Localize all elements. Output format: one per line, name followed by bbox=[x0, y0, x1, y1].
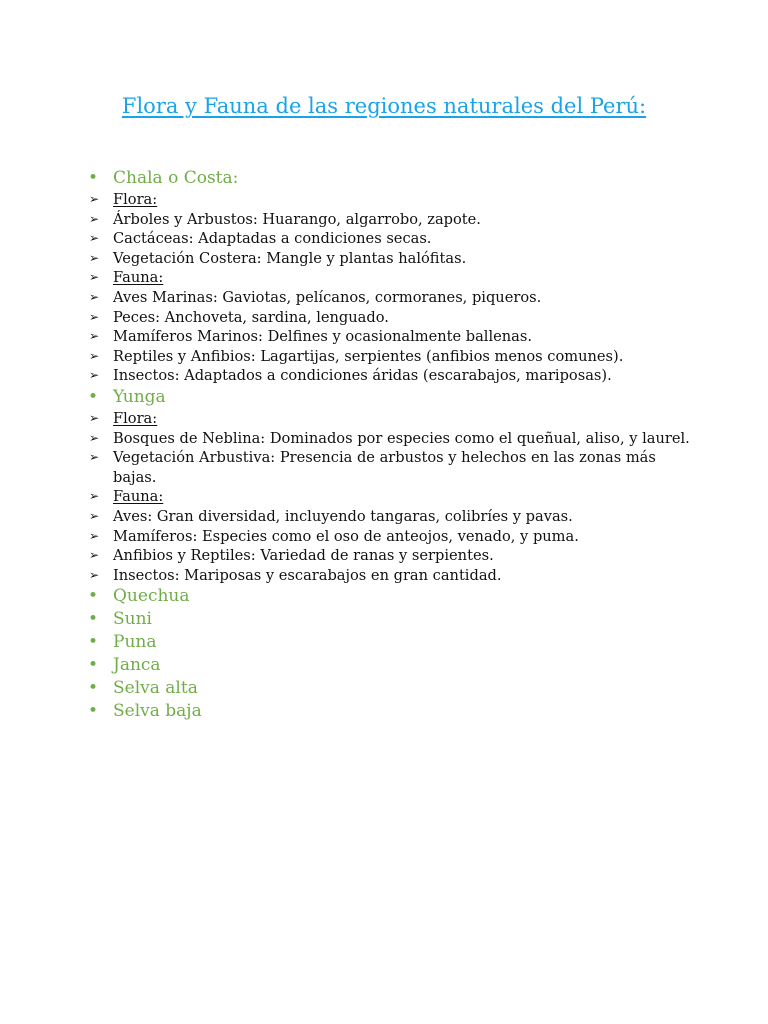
arrowhead-icon: ➢ bbox=[89, 289, 100, 304]
list-item-text: Bosques de Neblina: Dominados por especies como el queñual, aliso, y laurel. bbox=[113, 429, 690, 447]
region-name: Selva alta bbox=[113, 678, 198, 699]
page-title: Flora y Fauna de las regiones naturales del Perú: bbox=[121, 94, 647, 118]
list-item bbox=[86, 249, 696, 269]
region-heading bbox=[86, 585, 696, 608]
list-item-text: Vegetación Arbustiva: Presencia de arbustos y helechos en las zonas más bajas. bbox=[113, 449, 656, 486]
region-list bbox=[86, 167, 696, 723]
list-item bbox=[86, 327, 696, 347]
region-heading bbox=[86, 654, 696, 677]
arrowhead-icon: ➢ bbox=[89, 430, 100, 445]
bullet-icon: • bbox=[88, 386, 99, 407]
list-item bbox=[86, 527, 696, 547]
bullet-icon: • bbox=[88, 609, 99, 630]
list-item-text: Aves Marinas: Gaviotas, pelícanos, cormoranes, piqueros. bbox=[113, 288, 542, 306]
arrowhead-icon: ➢ bbox=[89, 410, 100, 425]
arrowhead-icon: ➢ bbox=[89, 211, 100, 226]
arrowhead-icon: ➢ bbox=[89, 329, 100, 344]
region-heading bbox=[86, 631, 696, 654]
list-item bbox=[86, 229, 696, 249]
bullet-icon: • bbox=[88, 586, 99, 607]
list-item-text: Árboles y Arbustos: Huarango, algarrobo, zapote. bbox=[113, 210, 481, 228]
list-item bbox=[86, 546, 696, 566]
bullet-icon: • bbox=[88, 632, 99, 653]
region-details bbox=[86, 190, 696, 386]
section-subheading bbox=[86, 409, 696, 429]
list-item bbox=[86, 448, 696, 487]
list-item-text: Flora: bbox=[113, 191, 158, 208]
list-item-text: Vegetación Costera: Mangle y plantas halófitas. bbox=[113, 249, 467, 267]
list-item-text: Reptiles y Anfibios: Lagartijas, serpientes (anfibios menos comunes). bbox=[113, 347, 624, 365]
bullet-icon: • bbox=[88, 701, 99, 722]
region-name: Suni bbox=[113, 609, 152, 630]
arrowhead-icon: ➢ bbox=[89, 192, 100, 206]
list-item bbox=[86, 288, 696, 308]
arrowhead-icon: ➢ bbox=[89, 309, 100, 324]
region-heading bbox=[86, 677, 696, 700]
detail-list bbox=[86, 409, 696, 585]
bullet-icon: • bbox=[88, 678, 99, 699]
region-heading bbox=[86, 167, 696, 190]
list-item bbox=[86, 347, 696, 367]
list-item bbox=[86, 429, 696, 449]
list-item-text: Fauna: bbox=[113, 269, 164, 287]
list-item-text: Insectos: Adaptados a condiciones áridas (escarabajos, mariposas). bbox=[113, 367, 612, 385]
list-item-text: Peces: Anchoveta, sardina, lenguado. bbox=[113, 308, 389, 326]
list-item-text: Mamíferos Marinos: Delfines y ocasionalmente ballenas. bbox=[113, 328, 533, 346]
list-item bbox=[86, 210, 696, 230]
list-item-text: Fauna: bbox=[113, 488, 164, 506]
arrowhead-icon: ➢ bbox=[89, 450, 100, 465]
list-item bbox=[86, 566, 696, 586]
section-subheading bbox=[86, 190, 696, 210]
arrowhead-icon: ➢ bbox=[89, 348, 100, 363]
list-item bbox=[86, 366, 696, 386]
list-item-text: Flora: bbox=[113, 409, 158, 427]
arrowhead-icon: ➢ bbox=[89, 270, 100, 285]
arrowhead-icon: ➢ bbox=[89, 368, 100, 383]
section-subheading bbox=[86, 487, 696, 507]
bullet-icon: • bbox=[88, 168, 99, 188]
list-item bbox=[86, 507, 696, 527]
list-item bbox=[86, 308, 696, 328]
arrowhead-icon: ➢ bbox=[89, 567, 100, 582]
region-heading bbox=[86, 386, 696, 409]
region-heading bbox=[86, 700, 696, 723]
section-subheading bbox=[86, 268, 696, 288]
arrowhead-icon: ➢ bbox=[89, 489, 100, 504]
list-item-text: Anfibios y Reptiles: Variedad de ranas y serpientes. bbox=[113, 547, 494, 565]
region-name: Yunga bbox=[113, 386, 166, 407]
arrowhead-icon: ➢ bbox=[89, 508, 100, 523]
region-name: Selva baja bbox=[113, 701, 202, 722]
region-name: Quechua bbox=[113, 586, 190, 607]
list-item-text: Aves: Gran diversidad, incluyendo tangaras, colibríes y pavas. bbox=[113, 507, 573, 525]
arrowhead-icon: ➢ bbox=[89, 250, 100, 265]
detail-list bbox=[86, 190, 696, 386]
arrowhead-icon: ➢ bbox=[89, 548, 100, 563]
list-item-text: Mamíferos: Especies como el oso de anteojos, venado, y puma. bbox=[113, 527, 579, 545]
arrowhead-icon: ➢ bbox=[89, 231, 100, 246]
region-heading bbox=[86, 608, 696, 631]
list-item-text: Insectos: Mariposas y escarabajos en gran cantidad. bbox=[113, 566, 502, 584]
bullet-icon: • bbox=[88, 655, 99, 676]
list-item-text: Cactáceas: Adaptadas a condiciones secas. bbox=[113, 230, 432, 248]
region-name: Puna bbox=[113, 632, 157, 653]
region-name: Janca bbox=[113, 655, 161, 676]
region-details bbox=[86, 409, 696, 585]
arrowhead-icon: ➢ bbox=[89, 528, 100, 543]
region-name: Chala o Costa: bbox=[113, 168, 239, 188]
